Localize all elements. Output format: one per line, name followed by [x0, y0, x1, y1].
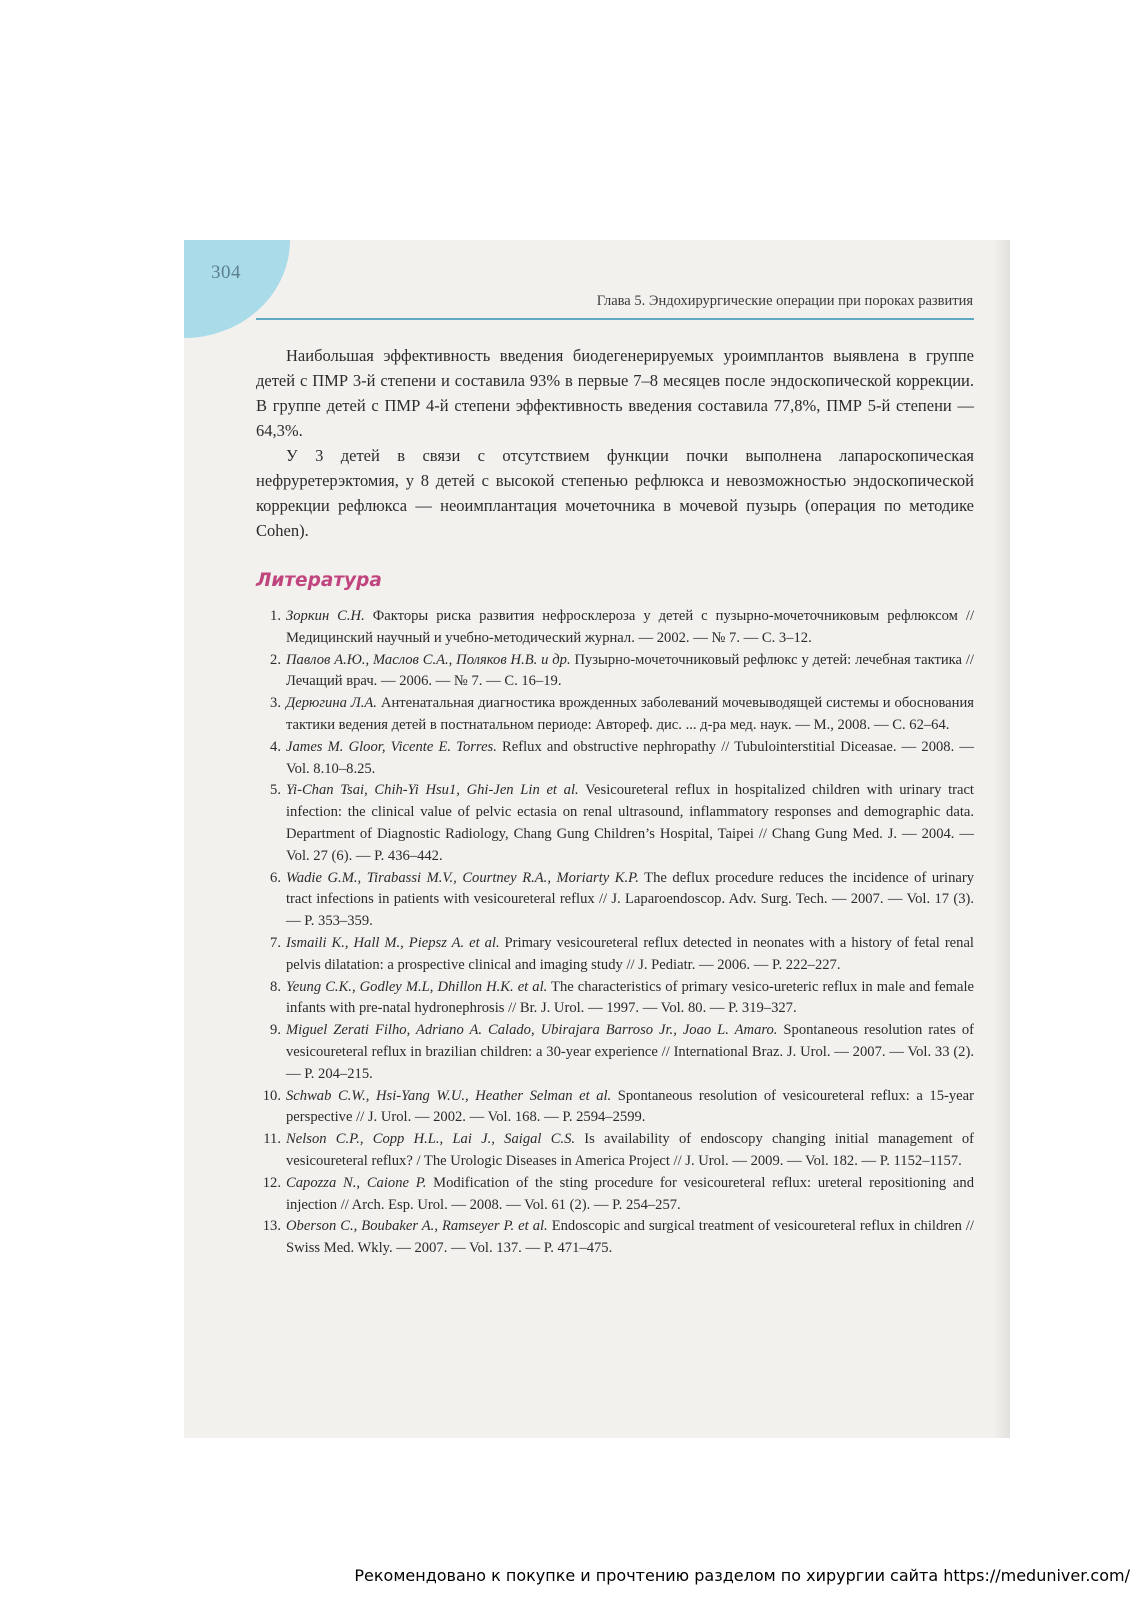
- reference-item: [256, 693, 974, 737]
- reference-number: 12.: [262, 1174, 281, 1191]
- reference-authors: Зоркин С.Н.: [286, 608, 365, 624]
- reference-number: 9.: [270, 1022, 281, 1039]
- page-edge-shadow: [994, 240, 1010, 1438]
- reference-text: The deflux procedure reduces the incidence of urinary tract infections in patients with vesicoureteral reflux // J. Laparoendoscop. Adv. Surg. Tech. — 2007. — Vol. 17 (3). — P. 353–359.: [286, 869, 975, 930]
- reference-number: 4.: [270, 738, 281, 755]
- reference-item: [256, 1020, 974, 1085]
- reference-item: [256, 1086, 974, 1130]
- running-head: Глава 5. Эндохирургические операции при пороках развития: [596, 293, 973, 309]
- reference-number: 6.: [270, 869, 281, 886]
- reference-authors: Miguel Zerati Filho, Adriano A. Calado, Ubirajara Barroso Jr., Joao L. Amaro.: [286, 1022, 778, 1039]
- literature-heading: Литература: [256, 570, 382, 591]
- reference-authors: Yi-Chan Tsai, Chih-Yi Hsu1, Ghi-Jen Lin et al.: [286, 782, 579, 799]
- reference-number: 10.: [262, 1087, 281, 1104]
- reference-text: Vesicoureteral reflux in hospitalized children with urinary tract infection: the clinical value of pelvic ectasia on renal ultrasound, inflammatory responses and demographic data. Department of Diagnostic Radiology, Chang Gung Children’s Hospital, Taipei // Chang Gung Med. J. — 2004. — Vol. 27 (6). — P. 436–442.: [286, 782, 974, 864]
- reference-authors: Schwab C.W., Hsi-Yang W.U., Heather Selman et al.: [286, 1087, 612, 1104]
- reference-number: 11.: [263, 1131, 281, 1148]
- reference-authors: Oberson C., Boubaker A., Ramseyer P. et al.: [286, 1218, 548, 1235]
- reference-item: [256, 933, 974, 977]
- reference-text: Endoscopic and surgical treatment of vesicoureteral reflux in children // Swiss Med. Wkly. — 2007. — Vol. 137. — P. 471–475.: [286, 1218, 974, 1257]
- reference-number: 13.: [262, 1218, 281, 1235]
- reference-text: Primary vesicoureteral reflux detected in neonates with a history of fetal renal pelvis dilatation: a prospective clinical and imaging study // J. Pediatr. — 2006. — P. 222–227.: [286, 934, 974, 973]
- paragraph: У 3 детей в связи с отсутствием функции почки выполнена лапароскопическая нефруретерэктомия, у 8 детей с высокой степенью рефлюкса и невозможностью эндоскопической коррекции рефлюкса — неоимплантация мочеточника в мочевой пузырь (операция по методике Cohen).: [256, 446, 974, 540]
- reference-authors: Ismaili K., Hall M., Piepsz A. et al.: [286, 934, 500, 951]
- reference-item: [256, 1216, 974, 1260]
- reference-number: 1.: [270, 608, 281, 624]
- reference-authors: Capozza N., Caione P.: [286, 1174, 427, 1191]
- reference-authors: Yeung C.K., Godley M.L, Dhillon H.K. et al.: [286, 978, 548, 995]
- reference-item: [256, 650, 974, 694]
- reference-authors: Дерюгина Л.А.: [286, 695, 377, 712]
- reference-item: [256, 737, 974, 781]
- reference-item: [256, 1173, 974, 1217]
- reference-text: Факторы риска развития нефросклероза у детей с пузырно-мочеточниковым рефлюксом // Медицинский научный и учебно-методический журнал. — 2002. — № 7. — С. 3–12.: [286, 608, 974, 646]
- reference-text: Modification of the sting procedure for vesicoureteral reflux: ureteral repositioning and injection // Arch. Esp. Urol. — 2008. — Vol. 61 (2). — P. 254–257.: [286, 1174, 974, 1213]
- paragraph: Наибольшая эффективность введения биодегенерируемых уроимплантов выявлена в группе детей с ПМР 3-й степени и составила 93% в первые 7–8 месяцев после эндоскопической коррекции. В группе детей с ПМР 4-й степени эффективность введения составила 77,8%, ПМР 5-й степени — 64,3%.: [256, 346, 974, 440]
- reference-authors: Wadie G.M., Tirabassi M.V., Courtney R.A., Moriarty K.P.: [286, 869, 639, 886]
- reference-text: Spontaneous resolution rates of vesicoureteral reflux in brazilian children: a 30-year experience // International Braz. J. Urol. — 2007. — Vol. 33 (2). — P. 204–215.: [286, 1022, 974, 1082]
- reference-text: Is availability of endoscopy changing initial management of vesicoureteral reflux? / The Urologic Diseases in America Project // J. Urol. — 2009. — Vol. 182. — P. 1152–1157.: [286, 1131, 974, 1169]
- page-number: 304: [211, 262, 241, 283]
- body-text: [256, 343, 974, 543]
- reference-text: Reflux and obstructive nephropathy // Tubulointerstitial Diceasae. — 2008. — Vol. 8.10–8.25.: [286, 738, 974, 777]
- reference-item: [256, 977, 974, 1021]
- site-footer-note: Рекомендовано к покупке и прочтению разделом по хирургии сайта https://meduniver.com/: [354, 1566, 1130, 1585]
- reference-text: Пузырно-мочеточниковый рефлюкс у детей: лечебная тактика // Лечащий врач. — 2006. — № 7. — С. 16–19.: [286, 651, 974, 690]
- reference-number: 7.: [270, 934, 281, 951]
- reference-authors: Павлов А.Ю., Маслов С.А., Поляков Н.В. и др.: [286, 651, 571, 668]
- reference-item: [256, 780, 974, 867]
- reference-authors: Nelson C.P., Copp H.L., Lai J., Saigal C.S.: [286, 1131, 576, 1148]
- reference-number: 2.: [270, 651, 281, 668]
- reference-number: 5.: [270, 782, 281, 799]
- reference-authors: James M. Gloor, Vicente E. Torres.: [286, 738, 497, 755]
- reference-list: [256, 606, 974, 1260]
- reference-number: 8.: [270, 978, 281, 995]
- reference-text: Антенатальная диагностика врожденных заболеваний мочевыводящей системы и обоснования тактики ведения детей в постнатальном периоде: Автореф. дис. ... д-ра мед. наук. — М., 2008. — С. 62–64.: [286, 695, 974, 733]
- reference-text: Spontaneous resolution of vesicoureteral reflux: a 15-year perspective // J. Urol. — 2002. — Vol. 168. — P. 2594–2599.: [286, 1087, 974, 1126]
- reference-item: [256, 868, 974, 933]
- header-divider: [256, 318, 974, 320]
- reference-text: The characteristics of primary vesico-ureteric reflux in male and female infants with pre-natal hydronephrosis // Br. J. Urol. — 1997. — Vol. 80. — P. 319–327.: [286, 978, 974, 1017]
- reference-number: 3.: [270, 695, 281, 712]
- reference-item: [256, 606, 974, 650]
- reference-item: [256, 1129, 974, 1173]
